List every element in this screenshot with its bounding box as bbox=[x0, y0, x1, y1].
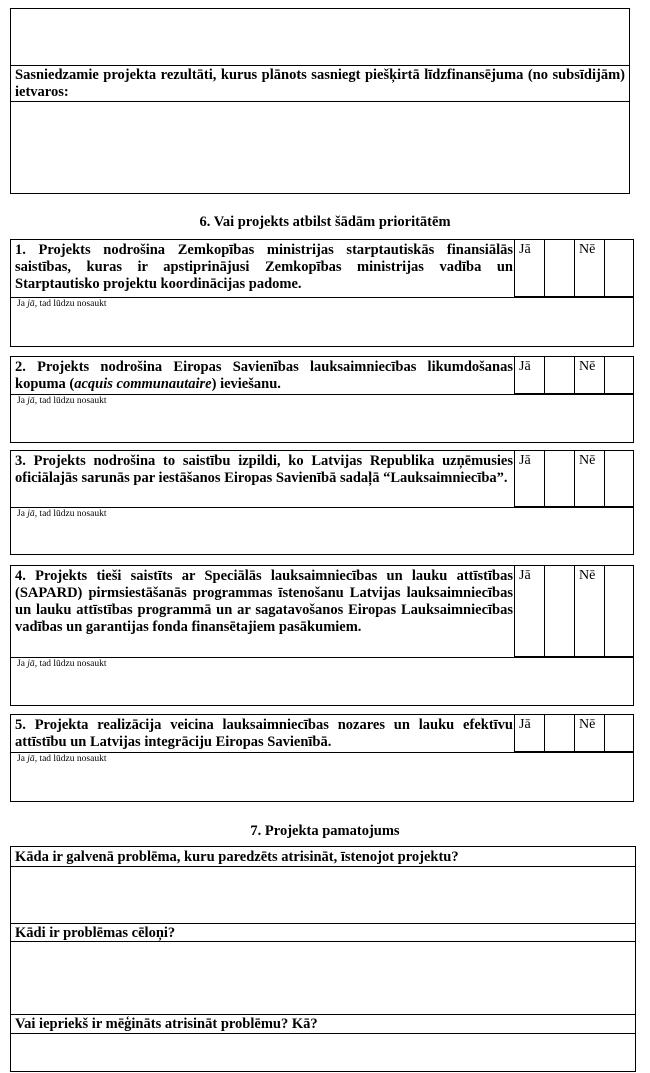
priority-3-no-label: Nē bbox=[574, 451, 604, 507]
priority-4-note: Ja jā, tad lūdzu nosaukt bbox=[17, 659, 107, 669]
priority-1-text: 1. Projekts nodrošina Zemkopības ministrijas starptautiskās finansiālās saistības, kuras ir apstiprinājusi Zemkopības ministrijas vadība un Starptautisko projektu koordinācijas padome. bbox=[15, 242, 513, 292]
justification-a1-field[interactable] bbox=[11, 867, 635, 923]
justification-q2: Kādi ir problēmas cēloņi? bbox=[15, 925, 176, 941]
priority-3-text: 3. Projekts nodrošina to saistību izpildi, ko Latvijas Republika uzņēmusies oficiālajās sarunās par iestāšanos Eiropas Savienībā sadaļā “Lauksaimniecība”. bbox=[15, 453, 513, 486]
justification-q1: Kāda ir galvenā problēma, kuru paredzēts atrisināt, īstenojot projektu? bbox=[15, 849, 459, 865]
priority-3-note: Ja jā, tad lūdzu nosaukt bbox=[17, 509, 107, 519]
justification-q3: Vai iepriekš ir mēģināts atrisināt problēmu? Kā? bbox=[15, 1016, 318, 1032]
justification-a3-field[interactable] bbox=[11, 1034, 635, 1071]
priority-1-yes-box[interactable] bbox=[544, 240, 574, 297]
priority-4-yes-box[interactable] bbox=[544, 566, 574, 657]
results-answer-field[interactable] bbox=[11, 103, 629, 193]
priority-5-no-box[interactable] bbox=[604, 715, 633, 752]
section6-heading: 6. Vai projekts atbilst šādām prioritātēm bbox=[199, 214, 451, 230]
justification-table bbox=[10, 846, 636, 1072]
priority-1-yes-label: Jā bbox=[514, 240, 544, 297]
priority-4-yes-label: Jā bbox=[514, 566, 544, 657]
priority-2 bbox=[10, 356, 634, 443]
priority-4-no-box[interactable] bbox=[604, 566, 633, 657]
priority-5-no-label: Nē bbox=[574, 715, 604, 752]
priority-3-yes-box[interactable] bbox=[544, 451, 574, 507]
priority-1-no-box[interactable] bbox=[604, 240, 633, 297]
priority-3-yes-label: Jā bbox=[514, 451, 544, 507]
priority-5-yes-label: Jā bbox=[514, 715, 544, 752]
priority-2-text: 2. Projekts nodrošina Eiropas Savienības lauksaimniecības likumdošanas kopuma (acquis communautaire) ieviešanu. bbox=[15, 359, 513, 392]
priority-4-no-label: Nē bbox=[574, 566, 604, 657]
priority-5 bbox=[10, 714, 634, 802]
priority-2-yes-label: Jā bbox=[514, 357, 544, 394]
priority-3 bbox=[10, 450, 634, 555]
priority-2-no-label: Nē bbox=[574, 357, 604, 394]
section7-heading: 7. Projekta pamatojums bbox=[250, 823, 400, 839]
priority-2-yes-box[interactable] bbox=[544, 357, 574, 394]
priority-4-text: 4. Projekts tieši saistīts ar Speciālās lauksaimniecības un lauku attīstības (SAPARD) pirmsiestāšanās programmas īstenošanu Latvijas lauksaimniecības un lauku attīstības programmā un ar sagatavošanos Eiropas Lauksaimniecības vadības un garantijas fonda finansētajiem pasākumiem. bbox=[15, 568, 513, 635]
priority-5-note: Ja jā, tad lūdzu nosaukt bbox=[17, 754, 107, 764]
priority-3-no-box[interactable] bbox=[604, 451, 633, 507]
results-label: Sasniedzamie projekta rezultāti, kurus plānots sasniegt piešķirtā līdzfinansējuma (no subsīdijām) ietvaros: bbox=[15, 67, 625, 100]
priority-2-no-box[interactable] bbox=[604, 357, 633, 394]
priority-1-note: Ja jā, tad lūdzu nosaukt bbox=[17, 299, 107, 309]
priority-1 bbox=[10, 239, 634, 347]
results-table bbox=[10, 8, 630, 194]
justification-a2-field[interactable] bbox=[11, 942, 635, 1014]
priority-5-text: 5. Projekta realizācija veicina lauksaimniecības nozares un lauku efektīvu attīstību un Latvijas integrāciju Eiropas Savienībā. bbox=[15, 717, 513, 750]
priority-2-note: Ja jā, tad lūdzu nosaukt bbox=[17, 396, 107, 406]
priority-1-no-label: Nē bbox=[574, 240, 604, 297]
priority-5-yes-box[interactable] bbox=[544, 715, 574, 752]
priority-4 bbox=[10, 565, 634, 706]
